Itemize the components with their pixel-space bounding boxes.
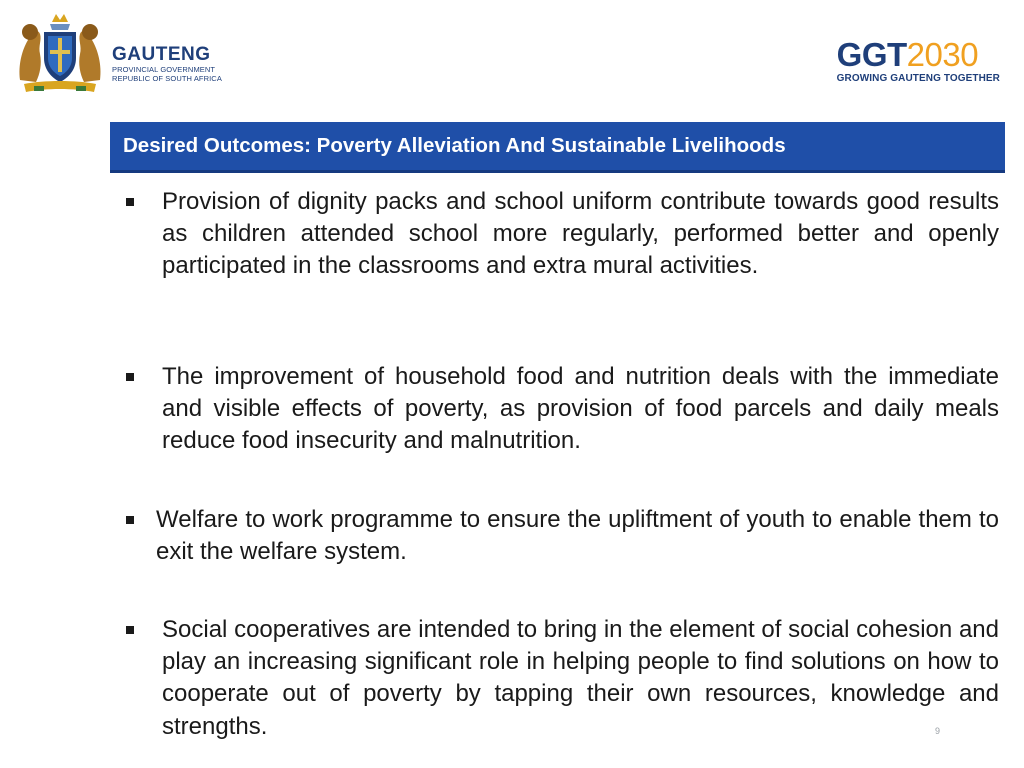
government-name: GAUTENG bbox=[112, 44, 211, 65]
bullet-square-icon bbox=[126, 373, 134, 381]
slide-title: Desired Outcomes: Poverty Alleviation And Sustainable Livelihoods bbox=[123, 134, 786, 157]
ggt-logo-main: GGT bbox=[836, 36, 907, 73]
ggt-logo-year: 2030 bbox=[906, 36, 979, 73]
bullet-square-icon bbox=[126, 198, 134, 206]
bullet-item: Welfare to work programme to ensure the upliftment of youth to enable them to exit the welfare system. bbox=[156, 506, 999, 566]
ggt-tagline: GROWING GAUTENG TOGETHER bbox=[836, 73, 1000, 84]
government-sub-line-1: PROVINCIAL GOVERNMENT bbox=[112, 65, 216, 74]
bullet-item: Provision of dignity packs and school uniform contribute towards good results as children attended school more regularly, performed better and openly participated in the classrooms and extra mural activities. bbox=[162, 188, 999, 280]
page-number: 9 bbox=[935, 726, 941, 736]
bullet-item: The improvement of household food and nutrition deals with the immediate and visible effects of poverty, as provision of food parcels and daily meals reduce food insecurity and malnutrition. bbox=[162, 363, 999, 455]
bullet-square-icon bbox=[126, 626, 134, 634]
bullet-item: Social cooperatives are intended to bring in the element of social cohesion and play an increasing significant role in helping people to find solutions on how to cooperate out of poverty by tapping their own resources, knowledge and strengths. bbox=[162, 616, 999, 740]
bullet-square-icon bbox=[126, 516, 134, 524]
government-sub-line-2: REPUBLIC OF SOUTH AFRICA bbox=[112, 74, 222, 83]
